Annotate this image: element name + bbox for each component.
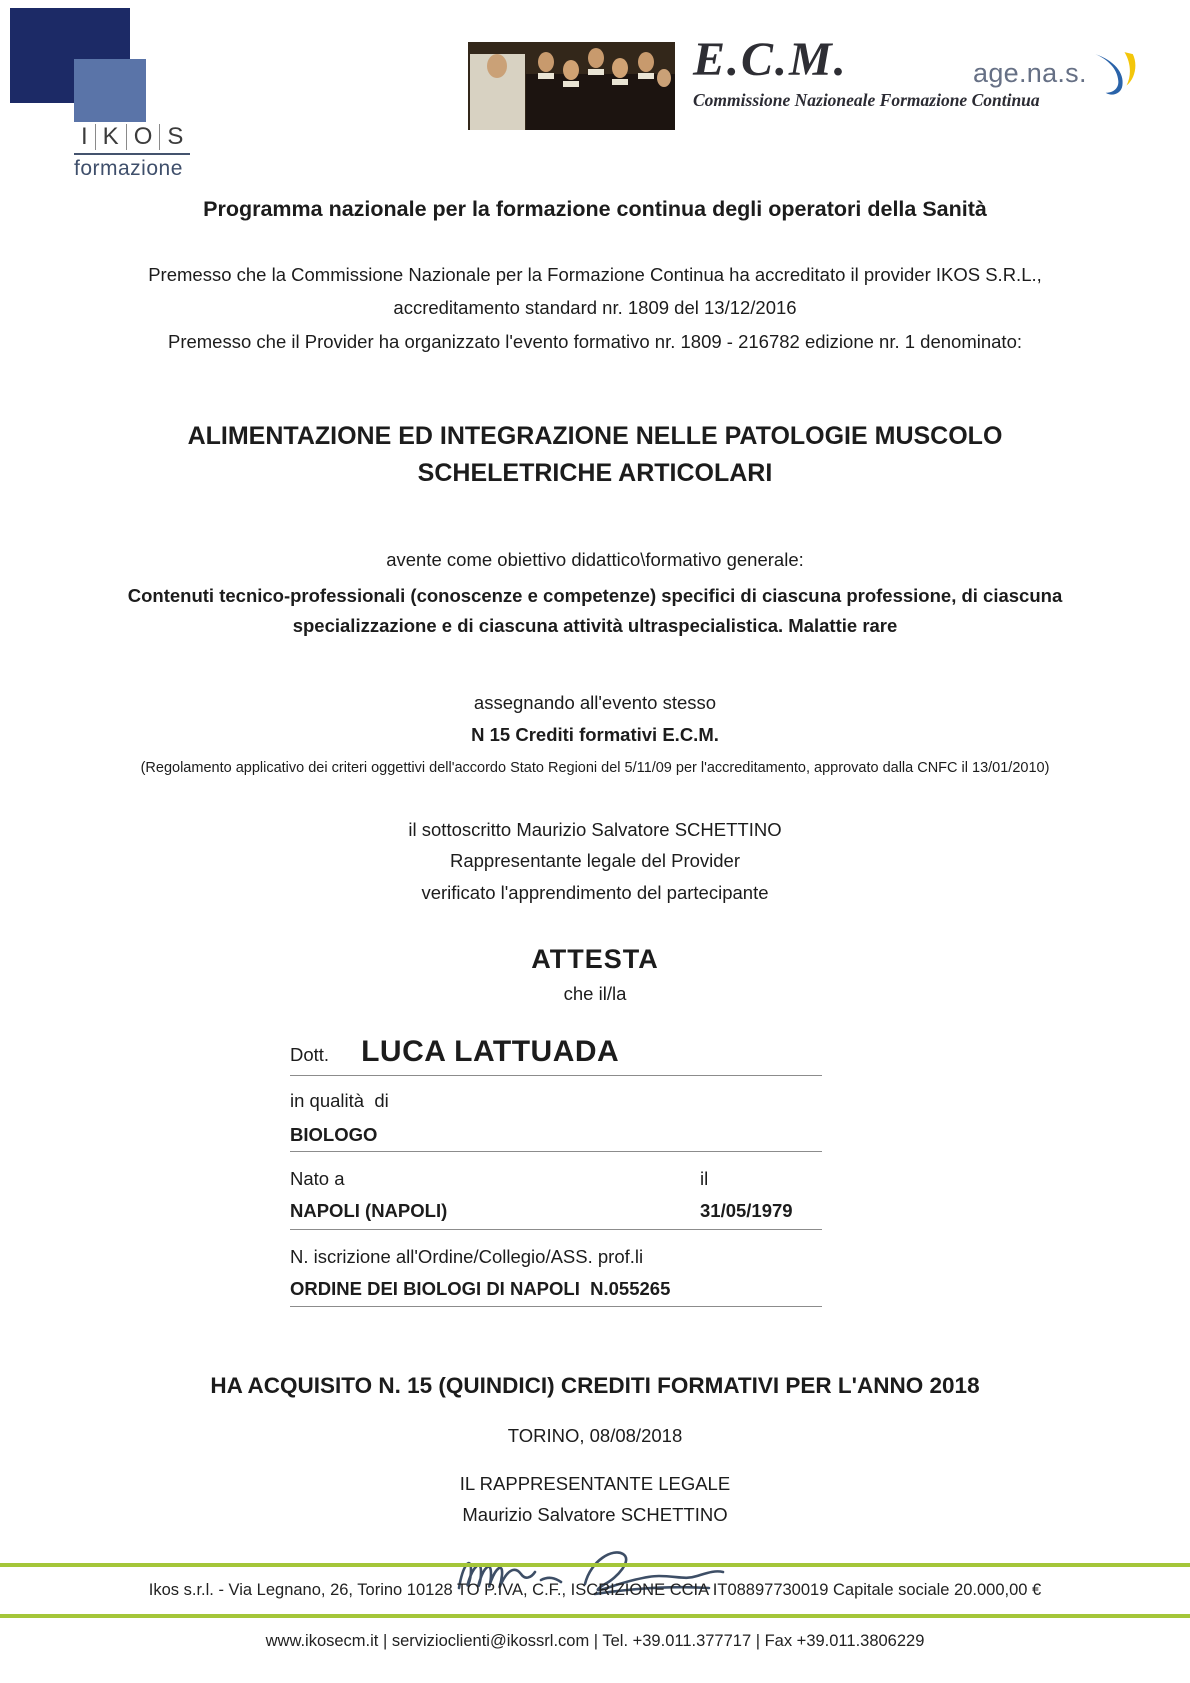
footer [0,1563,1190,1683]
birthdate-value: 31/05/1979 [700,1200,793,1222]
date-label: il [700,1168,709,1190]
objective-text: Contenuti tecnico-professionali (conoscenze e competenze) specifici di ciascuna professione, di ciascuna specializzazione e di ciascuna attività ultraspecialistica. Malattie rare [127,584,1063,637]
agenas-label: age.na.s. [973,58,1087,88]
representative-title: IL RAPPRESENTANTE LEGALE [459,1473,731,1495]
header [0,0,1190,185]
ikos-letter: I [81,123,88,150]
name-row [290,1035,822,1076]
profession-value: BIOLOGO [290,1124,822,1152]
footer-divider-bottom [0,1614,1190,1618]
regulation-note: (Regolamento applicativo dei criteri oggettivi dell'accordo Stato Regioni del 5/11/09 per l'accreditamento, approvato dalla CNFC il 13/01/2010) [140,759,1050,776]
event-title: ALIMENTAZIONE ED INTEGRAZIONE NELLE PATOLOGIE MUSCOLO SCHELETRICHE ARTICOLARI [187,421,1003,488]
premise-line-2: accreditamento standard nr. 1809 del 13/12/2016 [393,297,797,319]
registration-value: ORDINE DEI BIOLOGI DI NAPOLI N.055265 [290,1278,822,1307]
ecm-painting-image [468,42,675,130]
objective-intro: avente come obiettivo didattico\formativo generale: [386,548,804,570]
certificate-body [0,197,1190,1610]
quality-label: in qualità di [290,1090,389,1112]
ecm-subtitle: Commissione Nazioneale Formazione Continua [693,89,1040,110]
credits-acquired-line: HA ACQUISITO N. 15 (QUINDICI) CREDITI FORMATIVI PER L'ANNO 2018 [210,1373,980,1399]
representative-name: Maurizio Salvatore SCHETTINO [462,1504,728,1526]
premise-line-3: Premesso che il Provider ha organizzato l'evento formativo nr. 1809 - 216782 edizione nr. 1 denominato: [167,330,1022,352]
credits-line: N 15 Crediti formativi E.C.M. [471,723,719,745]
undersigned-line: il sottoscritto Maurizio Salvatore SCHETTINO [408,818,782,840]
ikos-logo [10,8,190,181]
agenas-logo [973,50,1137,98]
ecm-title: E.C.M. [693,33,848,86]
attests-heading: ATTESTA [531,944,659,975]
che-il-la-line: che il/la [563,983,627,1005]
footer-divider-top [0,1563,1190,1567]
registration-label: N. iscrizione all'Ordine/Collegio/ASS. prof.li [290,1246,644,1268]
born-label: Nato a [290,1168,345,1190]
ikos-logo-subtitle: formazione [74,157,183,181]
ikos-letter: K [95,124,126,150]
recipient-name: LUCA LATTUADA [361,1035,620,1069]
ikos-letter: O [126,124,160,150]
document-title: Programma nazionale per la formazione continua degli operatori della Sanità [203,197,987,221]
undersigned-block [0,814,1190,908]
footer-line-1: Ikos s.r.l. - Via Legnano, 26, Torino 10128 TO P.IVA, C.F., ISCRIZIONE CCIA IT08897730019 Capitale sociale 20.000,00 € [148,1581,1042,1599]
footer-line-2: www.ikosecm.it | servizioclienti@ikossrl.com | Tel. +39.011.377717 | Fax +39.011.3806229 [265,1632,925,1650]
assigning-line: assegnando all'evento stesso [473,691,717,713]
ikos-letter: S [159,124,190,150]
ikos-logo-mark [10,8,160,122]
premise-line-1: Premesso che la Commissione Nazionale per la Formazione Continua ha accreditato il provider IKOS S.R.L., [148,264,1042,285]
agenas-logo-mark [1089,50,1137,98]
recipient-form [290,1035,822,1307]
birthplace-value: NAPOLI (NAPOLI) [290,1200,448,1222]
ikos-logo-text [74,124,190,155]
place-date: TORINO, 08/08/2018 [507,1425,683,1447]
dott-label: Dott. [290,1044,330,1066]
born-labels-row [290,1168,822,1190]
birth-values-row [290,1200,822,1230]
premise-block [0,258,1190,358]
legal-rep-line: Rappresentante legale del Provider [449,850,741,872]
verified-line: verificato l'apprendimento del partecipante [421,881,769,903]
ikos-light-square [74,59,146,122]
